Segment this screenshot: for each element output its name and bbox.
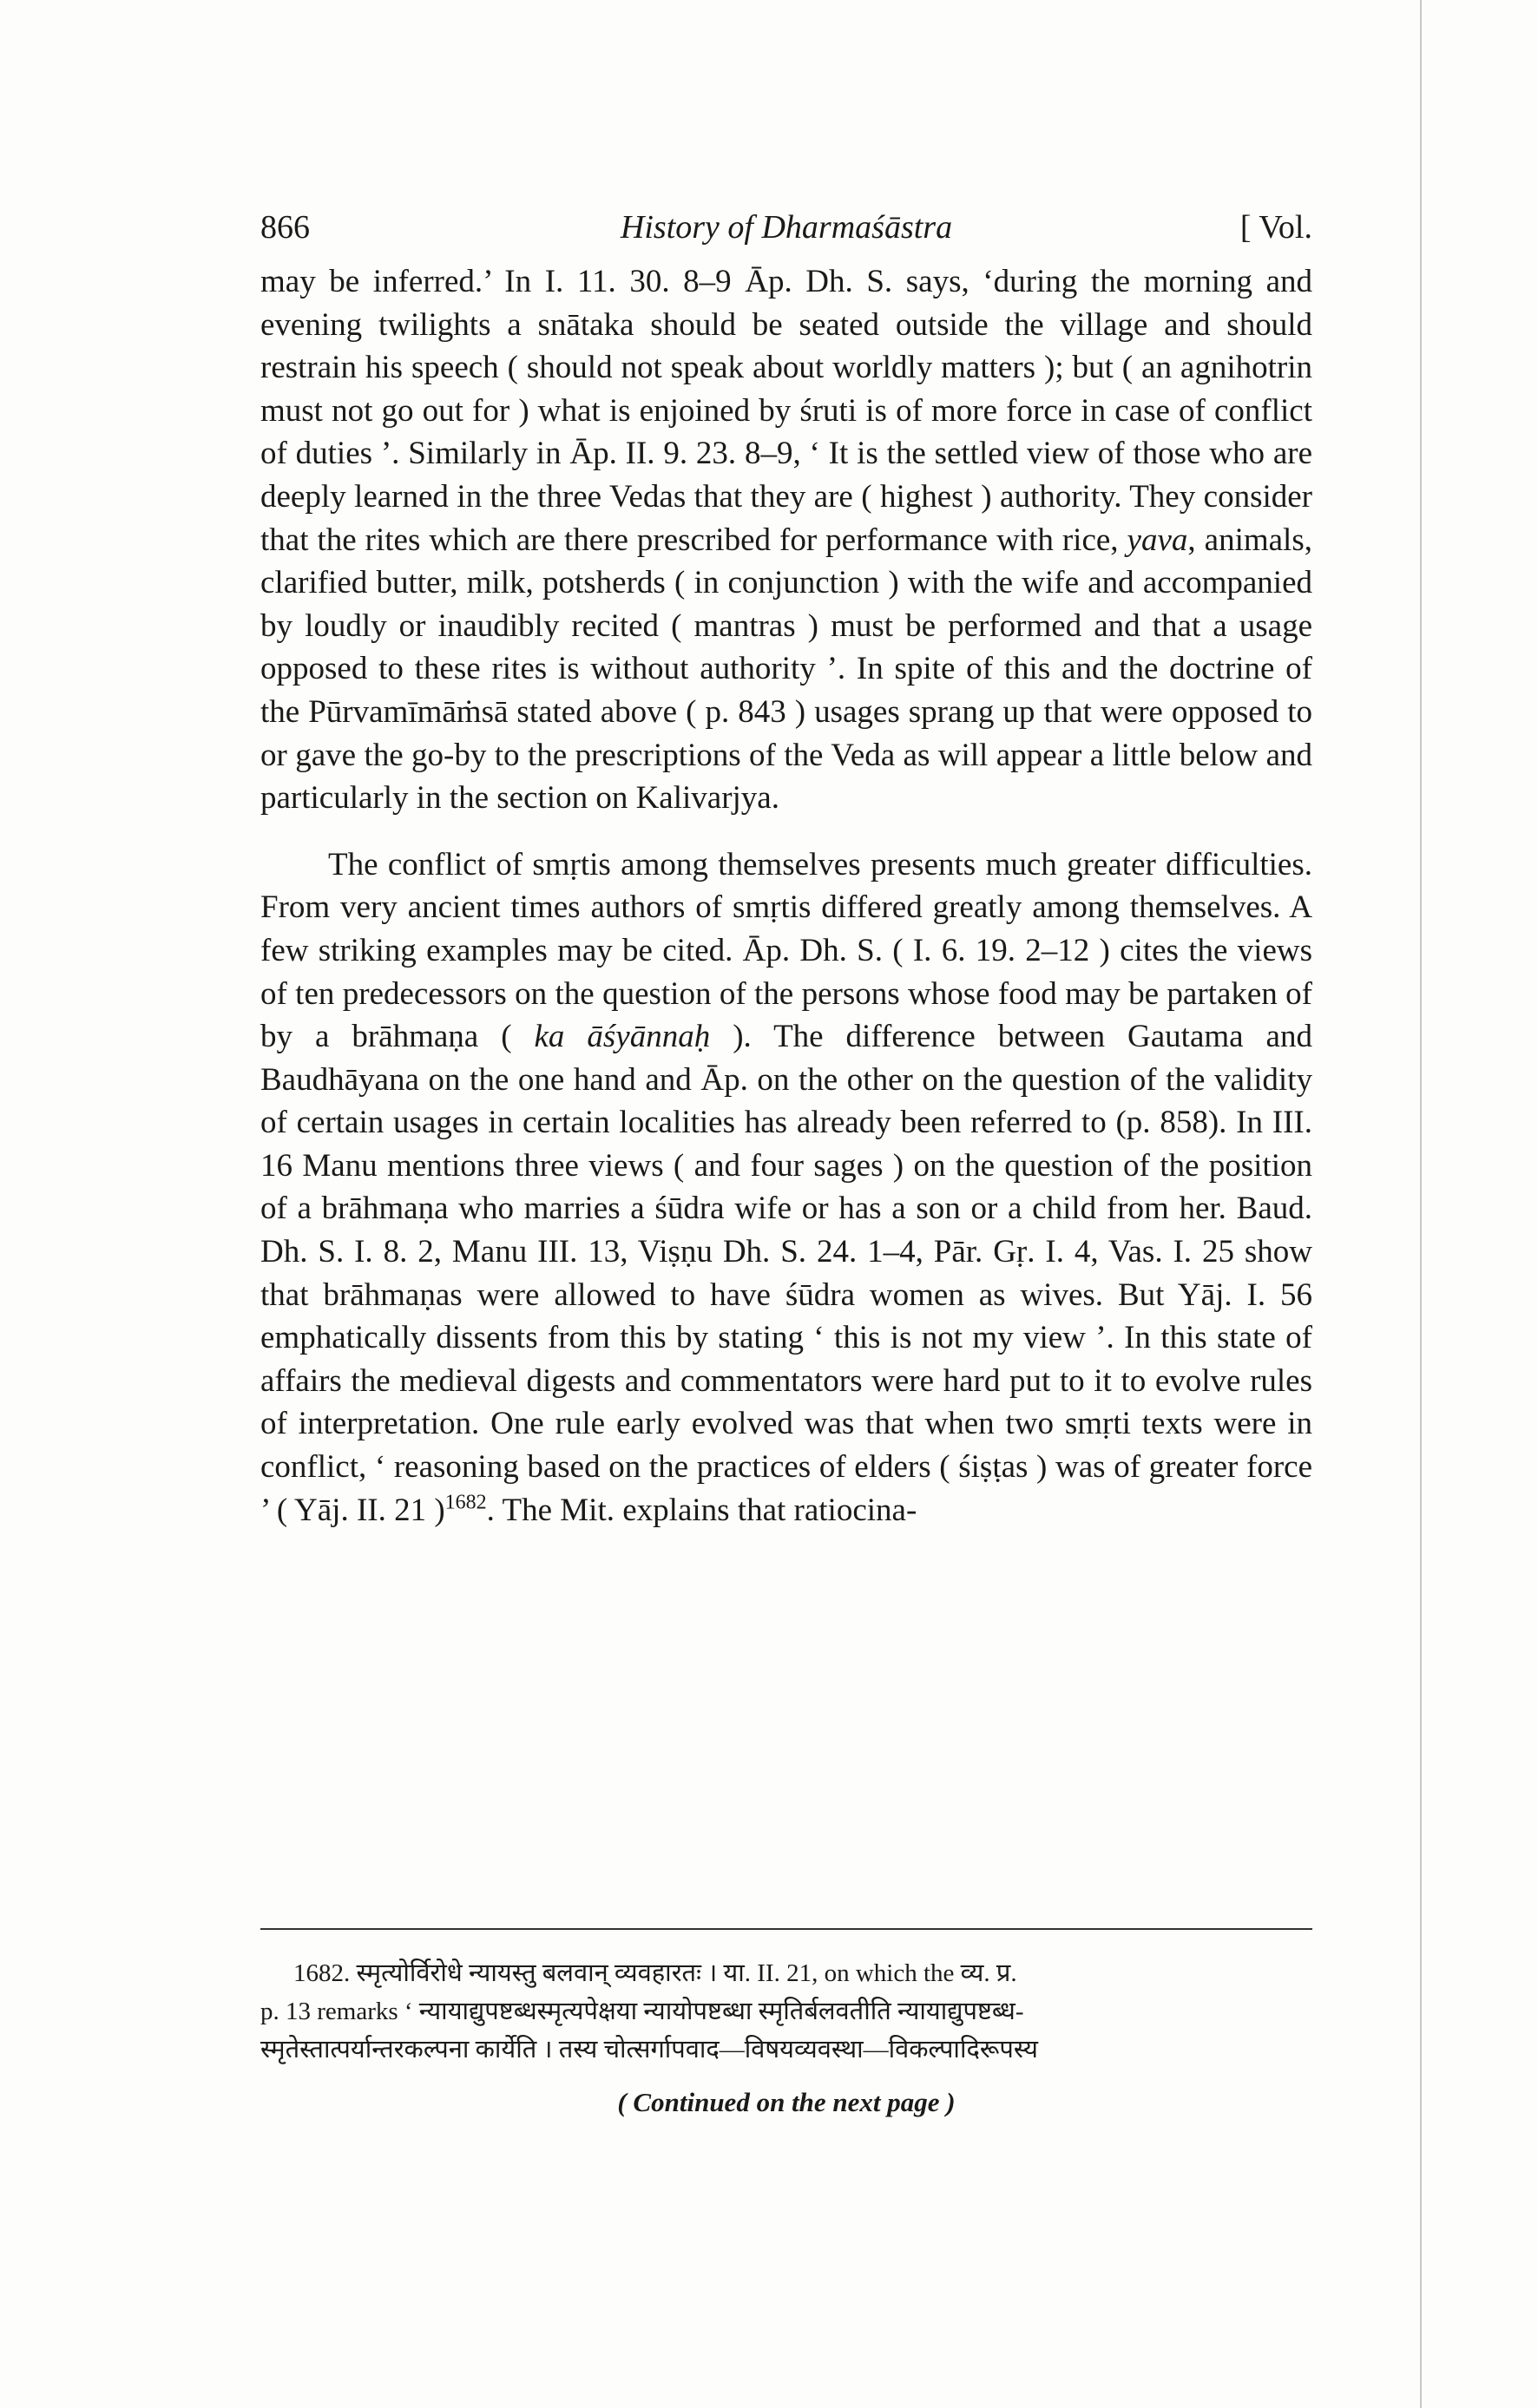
- italic-term-yava: yava: [1127, 522, 1188, 558]
- continued-note: ( Continued on the next page ): [617, 2087, 956, 2117]
- footnote-line-2: p. 13 remarks ‘ न्यायाद्युपष्टब्धस्मृत्यपेक्षया न्यायोपष्टब्धा स्मृतिर्बलवतीति न्यायाद्युपष्टब्ध-: [260, 1998, 1024, 2025]
- paragraph-2-part-b: ). The difference between Gautama and Baudhāyana on the one hand and Āp. on the other on the question of the validity of certain usages in certain localities has already been referred to (p. 858). In III. 16 Manu mentions three views ( and four sages ) on the question of the position of a brāhmaṇa who marries a śūdra wife or has a son or a child from her. Baud. Dh. S. I. 8. 2, Manu III. 13, Viṣṇu Dh. S. 24. 1–4, Pār. Gṛ. I. 4, Vas. I. 25 show that brāhmaṇas were allowed to have śūdra women as wives. But Yāj. I. 56 emphatically dissents from this by stating ‘ this is not my view ’. In this state of affairs the medieval digests and commentators were hard put to it to evolve rules of interpretation. One rule early evolved was that when two smṛti texts were in conflict, ‘ reasoning based on the practices of elders ( śiṣṭas ) was of greater force ’ ( Yāj. II. 21 ): [260, 1019, 1312, 1528]
- paragraph-2: [260, 843, 1312, 1532]
- paragraph-1-part-a: may be inferred.’ In I. 11. 30. 8–9 Āp. Dh. S. says, ‘during the morning and evening twilights a snātaka should be seated outside the village and should restrain his speech ( should not speak about worldly matters ); but ( an agnihotrin must not go out for ) what is enjoined by śruti is of more force in case of conflict of duties ’. Similarly in Āp. II. 9. 23. 8–9, ‘ It is the settled view of those who are deeply learned in the three Vedas that they are ( highest ) authority. They consider that the rites which are there prescribed for performance with rice,: [260, 264, 1312, 558]
- page-number: 866: [260, 209, 310, 246]
- footnote-text-1: स्मृत्योर्विरोधे न्यायस्तु बलवान् व्यवहारतः । या. II. 21, on which the व्य. प्र.: [356, 1959, 1017, 1987]
- footnote-divider: [260, 1928, 1312, 1930]
- scan-edge-line: [1420, 0, 1422, 2408]
- volume-marker: [ Vol.: [1239, 209, 1312, 246]
- footnote-1682: [260, 1954, 1312, 2069]
- running-title: History of Dharmaśāstra: [620, 209, 953, 246]
- main-text: [260, 260, 1312, 1532]
- paragraph-2-part-c: . The Mit. explains that ratiocina-: [486, 1492, 917, 1528]
- italic-term: ka āśyānnaḥ: [534, 1019, 711, 1055]
- paragraph-1: [260, 260, 1312, 820]
- paragraph-2-part-a: The conflict of smṛtis among themselves presents much greater difficulties. From very ancient times authors of smṛtis differed greatly among themselves. A few striking examples may be cited. Āp. Dh. S. ( I. 6. 19. 2–12 ) cites the views of ten predecessors on the question of the persons whose food may be partaken of by a brāhmaṇa (: [260, 846, 1312, 1055]
- running-header: [260, 205, 1312, 250]
- footnote-reference: 1682: [444, 1491, 487, 1514]
- footnote-line-3: स्मृतेस्तात्पर्यान्तरकल्पना कार्येति । तस्य चोत्सर्गापवाद—विषयव्यवस्था—विकल्पादिरूपस्य: [260, 2036, 1038, 2064]
- paragraph-1-part-b: , animals, clarified butter, milk, potsherds ( in conjunction ) with the wife and accompanied by loudly or inaudibly recited ( mantras ) must be performed and that a usage opposed to these rites is without authority ’. In spite of this and the doctrine of the Pūrvamīmāṁsā stated above ( p. 843 ) usages sprang up that were opposed to or gave the go-by to the prescriptions of the Veda as will appear a little below and particularly in the section on Kalivarjya.: [260, 522, 1312, 817]
- footnote-line-1: [260, 1954, 1312, 1992]
- footnote-number: 1682.: [293, 1959, 351, 1987]
